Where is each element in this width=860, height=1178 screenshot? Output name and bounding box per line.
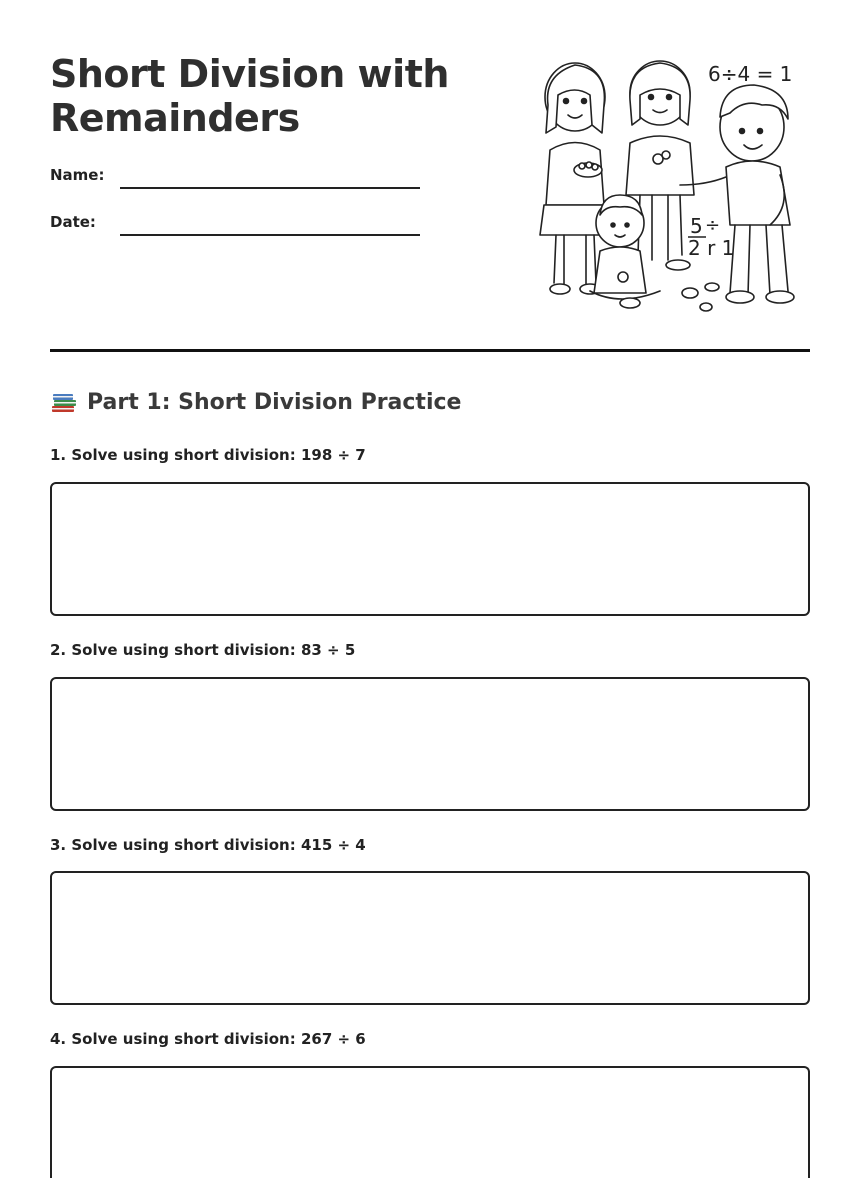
date-field[interactable] (120, 234, 420, 236)
question-4-answer-box[interactable] (50, 1066, 810, 1178)
books-icon (50, 388, 78, 416)
date-label: Date: (50, 213, 96, 231)
title-line-2: Remainders (50, 96, 300, 140)
header-divider (50, 349, 810, 352)
question-1-label: 1. Solve using short division: 198 ÷ 7 (50, 446, 366, 464)
illustration-fraction-operator: ÷ (705, 215, 721, 236)
question-4-label: 4. Solve using short division: 267 ÷ 6 (50, 1030, 366, 1048)
question-1-answer-box[interactable] (50, 482, 810, 616)
name-label: Name: (50, 166, 105, 184)
page-title (50, 52, 470, 140)
section-title: Part 1: Short Division Practice (87, 389, 462, 415)
question-2-answer-box[interactable] (50, 677, 810, 811)
title-line-1: Short Division with (50, 52, 449, 96)
illustration-fraction-numerator: 5 (690, 214, 703, 238)
question-2-label: 2. Solve using short division: 83 ÷ 5 (50, 641, 356, 659)
question-3-label: 3. Solve using short division: 415 ÷ 4 (50, 836, 366, 854)
name-field[interactable] (120, 187, 420, 189)
illustration-fraction-result: 2 r 1 (688, 236, 735, 260)
children-sharing-candy-illustration (530, 55, 810, 325)
section-heading (50, 388, 461, 416)
question-3-answer-box[interactable] (50, 871, 810, 1005)
illustration-equation-top: 6÷4 = 1 (708, 62, 793, 86)
